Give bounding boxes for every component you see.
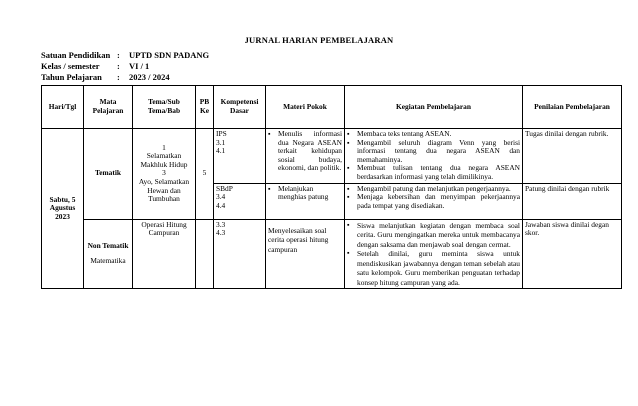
table-row	[42, 129, 622, 184]
activity-item: ▪ Siswa melanjutkan kegiatan dengan membaca soal cerita. Guru mengingatkan mereka untuk membacanya dengan saksama dan menjawab soal dengan cermat.	[347, 221, 520, 250]
header-pb: PB Ke	[196, 86, 214, 129]
meta-value: VI / 1	[129, 61, 150, 71]
pb-cell: 5	[196, 129, 214, 220]
activity-item: ▪ Mengambil seluruh diagram Venn yang berisi informasi tentang dua negara ASEAN dan memahaminya.	[347, 139, 520, 165]
header-assessment: Penilaian Pembelajaran	[523, 86, 622, 129]
material-cell	[266, 129, 345, 184]
theme-cell: Operasi Hitung Campuran	[133, 219, 196, 289]
activity-item: ▪ Membaca teks tentang ASEAN.	[347, 130, 520, 139]
subject-cell: Tematik	[84, 129, 133, 220]
meta-key: Satuan Pendidikan	[41, 50, 111, 60]
meta-row-class	[41, 61, 209, 72]
subject-label: Matematika	[90, 255, 126, 265]
meta-colon: :	[117, 50, 120, 60]
meta-row-school	[41, 50, 209, 61]
competency-cell: 3.3 4.3	[214, 219, 266, 289]
assessment-cell: Jawaban siswa dinilai degan skor.	[523, 219, 622, 289]
assessment-cell: Patung dinilai dengan rubrik	[523, 183, 622, 219]
header-subject: Mata Pelajaran	[84, 86, 133, 129]
meta-row-year	[41, 72, 209, 83]
material-text: ▪ Melanjukan menghias patung	[268, 185, 342, 202]
competency-cell: IPS 3.1 4.1	[214, 129, 266, 184]
material-cell	[266, 183, 345, 219]
meta-key: Kelas / semester	[41, 61, 100, 71]
header-day: Hari/Tgl	[42, 86, 84, 129]
header-competency: Kompetensi Dasar	[214, 86, 266, 129]
meta-colon: :	[117, 61, 120, 71]
page-title: JURNAL HARIAN PEMBELAJARAN	[244, 35, 394, 45]
table-row	[42, 219, 622, 289]
header-theme: Tema/Sub Tema/Bab	[133, 86, 196, 129]
meta-value: UPTD SDN PADANG	[129, 50, 210, 60]
subject-cell	[84, 219, 133, 289]
activity-item: ▪ Mengambil patung dan melanjutkan pengerjaannya.	[347, 185, 520, 194]
theme-cell: 1 Selamatkan Makhluk Hidup 3 Ayo, Selamatkan Hewan dan Tumbuhan	[133, 129, 196, 220]
activities-cell	[345, 129, 523, 184]
activity-item: ▪ Menjaga kebersihan dan menyimpan pekerjaannya pada tempat yang disediakan.	[347, 193, 520, 210]
activities-cell	[345, 219, 523, 289]
activity-item: ▪ Setelah dinilai, guru meminta siswa untuk mendiskusikan jawabannya dengan teman sebelah atau satu kelompok. Guru memberikan penguatan terhadap konsep hitung campuran yang ada.	[347, 249, 520, 287]
identity-block	[41, 50, 209, 83]
header-material: Materi Pokok	[266, 86, 345, 129]
assessment-cell: Tugas dinilai dengan rubrik.	[523, 129, 622, 184]
competency-cell: SBdP 3.4 4.4	[214, 183, 266, 219]
journal-table	[41, 85, 622, 289]
header-activities: Kegiatan Pembelajaran	[345, 86, 523, 129]
meta-key: Tahun Pelajaran	[41, 72, 102, 82]
meta-colon: :	[117, 72, 120, 82]
subject-group-label: Non Tematik	[87, 241, 129, 251]
activity-item: ▪ Membuat tulisan tentang dua negara ASEAN berdasarkan informasi yang telah dimilikinya.	[347, 164, 520, 181]
pb-cell	[196, 219, 214, 289]
material-cell: Menyelesaikan soal cerita operasi hitung campuran	[266, 219, 345, 289]
material-text: ▪ Menulis informasi dua Negara ASEAN terkait kehidupan sosial budaya, ekonomi, dan politik.	[268, 130, 342, 173]
activities-cell	[345, 183, 523, 219]
header-row	[42, 86, 622, 129]
day-cell: Sabtu, 5 Agustus 2023	[42, 129, 84, 289]
meta-value: 2023 / 2024	[129, 72, 170, 82]
